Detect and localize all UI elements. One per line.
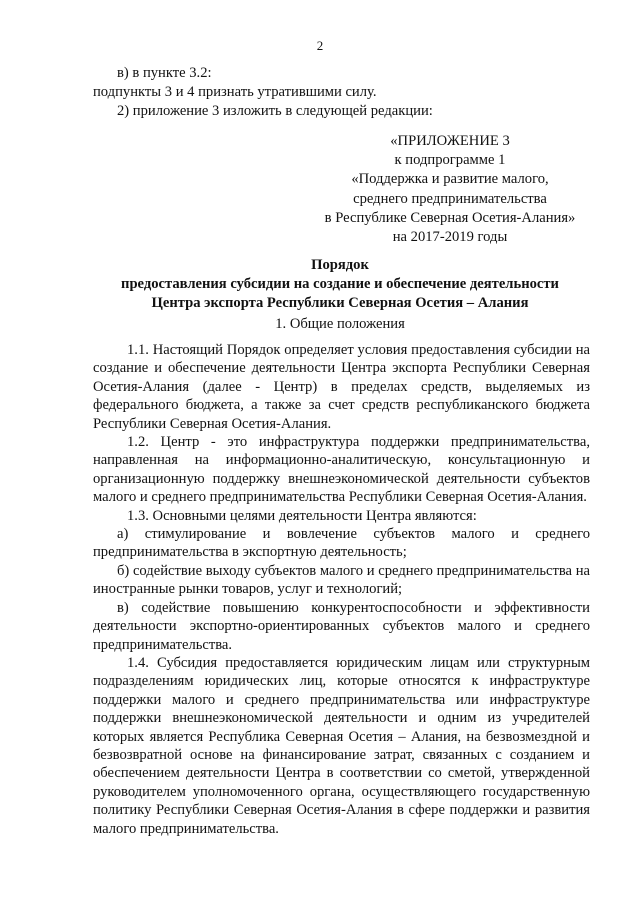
intro-line-3: 2) приложение 3 изложить в следующей редакции: [117,103,433,120]
paragraph-1-3-b: б) содействие выходу субъектов малого и среднего предпринимательства на иностранные рынки товаров, услуг и технологий; [93,562,590,598]
appendix-line-2: к подпрограмме 1 [394,152,506,169]
appendix-line-1: «ПРИЛОЖЕНИЕ 3 [390,133,510,149]
paragraph-1-3: 1.3. Основными целями деятельности Центра являются: [127,507,477,524]
document-body [93,341,590,838]
paragraph-1-4: 1.4. Субсидия предоставляется юридическим лицам или структурным подразделениям юридических лиц, которые относятся к инфраструктуре поддержки малого и среднего предпринимательства или инфраструктуре поддержки внешнеэкономической деятельности и одним из учредителей которых является Республика Северная Осетия – Алания, на безвозмездной и безвозвратной основе на финансирование затрат, связанных с созданием и обеспечением деятельности Центра в соответствии со сметой, утвержденной руководителем уполномоченного органа, осуществляющего государственную политику Республики Северная Осетия-Алания в сфере поддержки и развития малого предпринимательства. [93,654,590,837]
appendix-line-4: среднего предпринимательства [353,190,547,207]
intro-block [93,64,590,122]
paragraph-1-3-c: в) содействие повышению конкурентоспособности и эффективности деятельности экспортно-ориентированных субъектов малого и среднего предпринимательства. [93,599,590,653]
title-line-2: предоставления субсидии на создание и обеспечение деятельности [121,276,559,293]
document-title [80,256,600,314]
title-line-1: Порядок [311,257,369,273]
section-heading: 1. Общие положения [275,316,405,332]
paragraph-1-2: 1.2. Центр - это инфраструктура поддержки предпринимательства, направленная на информационно-аналитическую, консультационную и организационную поддержку внешнеэкономической деятельности субъектов малого и среднего предпринимательства Республики Северная Осетия-Алания. [93,434,590,506]
intro-line-2: подпункты 3 и 4 признать утратившими силу. [93,84,377,101]
appendix-line-5: в Республике Северная Осетия-Алания» [324,209,576,226]
paragraph-1-1: 1.1. Настоящий Порядок определяет условия предоставления субсидии на создание и обеспечение деятельности Центра экспорта Республики Северная Осетия-Алания (далее - Центр) в пределах средств, выделяемых из федерального бюджета, а также за счет средств республиканского бюджета Республики Северная Осетия-Алания. [93,342,590,432]
intro-line-1: в) в пункте 3.2: [117,65,212,81]
appendix-line-6: на 2017-2019 годы [392,229,508,246]
appendix-line-3: «Поддержка и развитие малого, [351,171,549,188]
paragraph-1-3-a: а) стимулирование и вовлечение субъектов малого и среднего предпринимательства в экспортную деятельность; [93,526,590,561]
title-line-3: Центра экспорта Республики Северная Осетия – Алания [151,295,529,312]
appendix-header [300,132,600,247]
page-number: 2 [316,38,324,53]
